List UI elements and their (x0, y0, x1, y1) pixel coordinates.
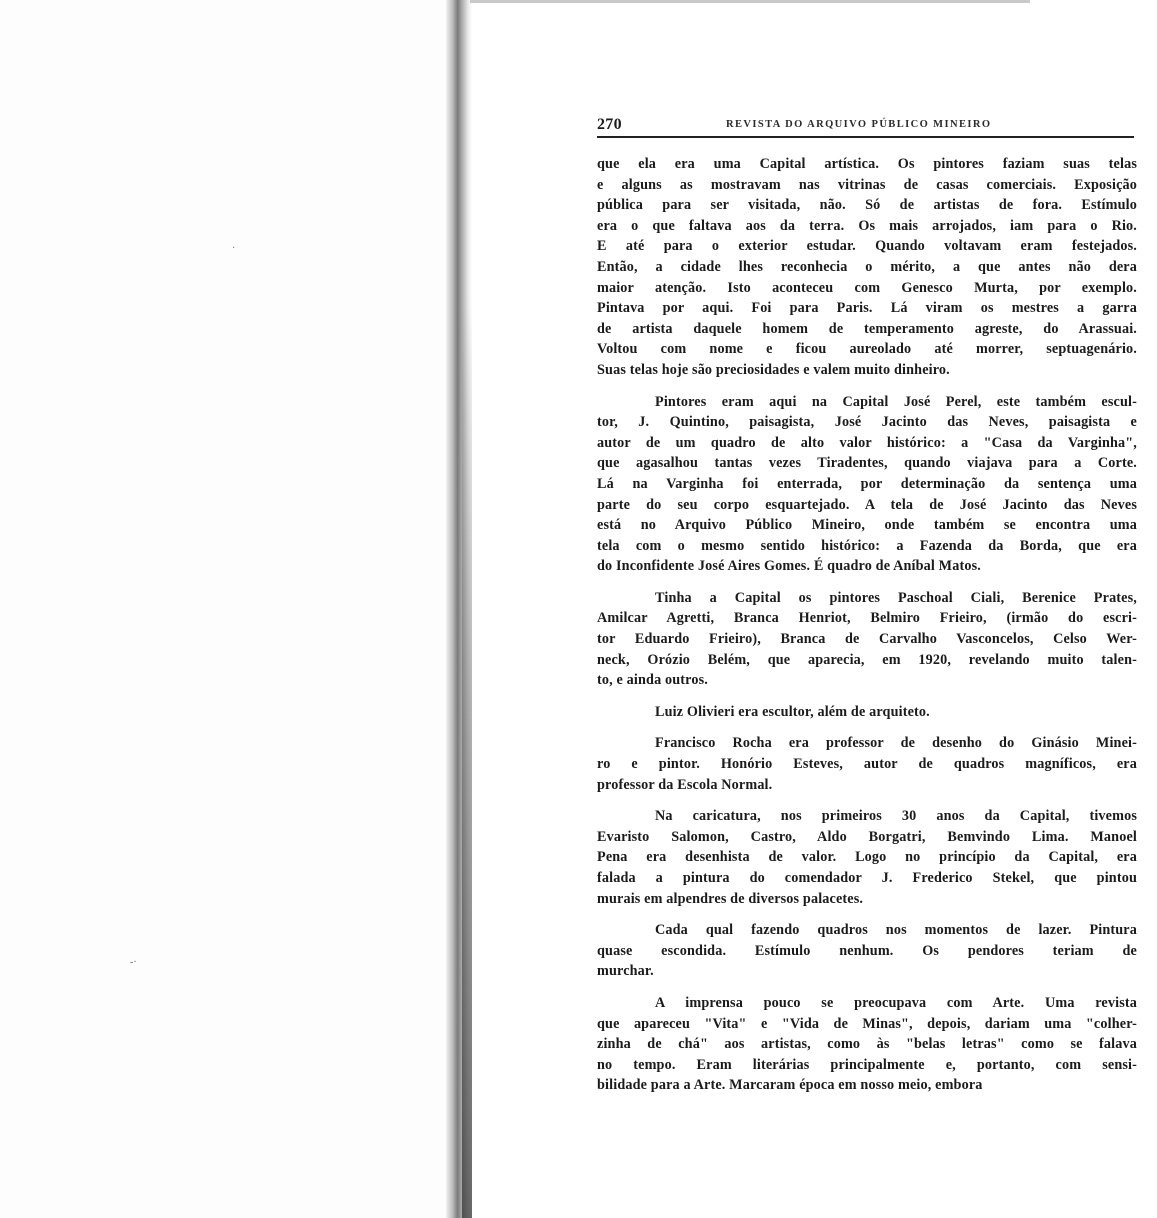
text-line: A imprensa pouco se preocupava com Arte. Uma revista (655, 994, 1137, 1011)
left-blank-page (0, 0, 448, 1218)
text-line: Tinha a Capital os pintores Paschoal Ciali, Berenice Prates, (655, 589, 1137, 606)
article-body (597, 154, 1137, 1107)
text-line: de artista daquele homem de temperamento agreste, do Arassuai. (597, 320, 1137, 337)
text-line: era o que faltava aos da terra. Os mais arrojados, iam para o Rio. (597, 217, 1137, 234)
text-line: e alguns as mostravam nas vitrinas de casas comerciais. Exposição (597, 176, 1137, 193)
text-line: pública para ser visitada, não. Só de artistas de fora. Estímulo (597, 197, 1137, 214)
text-line: neck, Orózio Belém, que aparecia, em 1920, revelando muito talen- (597, 651, 1137, 668)
paragraph (597, 702, 1137, 723)
text-line: E até para o exterior estudar. Quando voltavam eram festejados. (597, 238, 1137, 255)
text-line: tor Eduardo Frieiro), Branca de Carvalho Vasconcelos, Celso Wer- (597, 631, 1137, 648)
text-line: maior atenção. Isto aconteceu com Genesco Murta, por exemplo. (597, 279, 1137, 296)
text-line: to, e ainda outros. (597, 672, 708, 689)
running-header (597, 116, 1134, 138)
text-line: falada a pintura do comendador J. Frederico Stekel, que pintou (597, 870, 1137, 886)
text-line: que agasalhou tantas vezes Tiradentes, quando viajava para a Corte. (597, 455, 1137, 472)
text-line: Na caricatura, nos primeiros 30 anos da Capital, tivemos (655, 808, 1137, 825)
text-line: autor de um quadro de alto valor histórico: a "Casa da Varginha", (597, 434, 1137, 451)
paragraph (597, 154, 1137, 381)
paragraph (597, 392, 1137, 577)
paragraph (597, 993, 1137, 1096)
text-line: que ela era uma Capital artística. Os pintores faziam suas telas (597, 156, 1137, 172)
text-line: Lá na Varginha foi enterrada, por determinação da sentença uma (597, 475, 1137, 492)
text-line: no tempo. Eram literárias principalmente e, portanto, com sensi- (597, 1056, 1137, 1073)
text-line: murchar. (597, 963, 654, 980)
page-top-edge (470, 0, 1030, 3)
text-line: ro e pintor. Honório Esteves, autor de quadros magníficos, era (597, 756, 1137, 773)
paragraph (597, 733, 1137, 795)
text-line: Pintores eram aqui na Capital José Perel, este também escul- (655, 393, 1137, 410)
page-speck: -· (130, 957, 137, 968)
text-line: quase escondida. Estímulo nenhum. Os pendores teriam de (597, 942, 1137, 959)
paragraph (597, 588, 1137, 691)
text-line: tor, J. Quintino, paisagista, José Jacinto das Neves, paisagista e (597, 414, 1137, 431)
text-line: bilidade para a Arte. Marcaram época em nosso meio, embora (597, 1077, 983, 1094)
text-line: Pena era desenhista de valor. Logo no princípio da Capital, era (597, 849, 1137, 866)
text-line: do Inconfidente José Aires Gomes. É quadro de Aníbal Matos. (597, 558, 981, 575)
text-line: Cada qual fazendo quadros nos momentos de lazer. Pintura (655, 922, 1137, 939)
text-line: professor da Escola Normal. (597, 776, 773, 793)
text-line: Amilcar Agretti, Branca Henriot, Belmiro Frieiro, (irmão do escri- (597, 610, 1137, 627)
text-line: murais em alpendres de diversos palacetes. (597, 890, 864, 907)
gutter-shadow (462, 300, 472, 1218)
text-line: que apareceu "Vita" e "Vida de Minas", depois, dariam uma "colher- (597, 1015, 1137, 1032)
text-line: Luiz Olivieri era escultor, além de arquiteto. (655, 703, 930, 720)
text-line: Então, a cidade lhes reconhecia o mérito, a que antes não dera (597, 258, 1137, 275)
text-line: Evaristo Salomon, Castro, Aldo Borgatri, Bemvindo Lima. Manoel (597, 828, 1137, 845)
text-line: Pintava por aqui. Foi para Paris. Lá viram os mestres a garra (597, 300, 1137, 317)
text-line: zinha de chá" aos artistas, como às "belas letras" como se falava (597, 1036, 1137, 1053)
text-line: tela com o mesmo sentido histórico: a Fazenda da Borda, que era (597, 537, 1137, 554)
page-speck: · (232, 243, 236, 254)
text-line: está no Arquivo Público Mineiro, onde também se encontra uma (597, 517, 1137, 534)
text-line: Francisco Rocha era professor de desenho do Ginásio Minei- (655, 735, 1137, 752)
page-number: 270 (597, 116, 622, 133)
journal-title: REVISTA DO ARQUIVO PÚBLICO MINEIRO (726, 119, 992, 130)
text-line: Voltou com nome e ficou aureolado até morrer, septuagenário. (597, 341, 1137, 358)
text-line: Suas telas hoje são preciosidades e valem muito dinheiro. (597, 361, 950, 378)
paragraph (597, 920, 1137, 982)
paragraph (597, 806, 1137, 909)
text-line: parte do seu corpo esquartejado. A tela de José Jacinto das Neves (597, 496, 1137, 513)
